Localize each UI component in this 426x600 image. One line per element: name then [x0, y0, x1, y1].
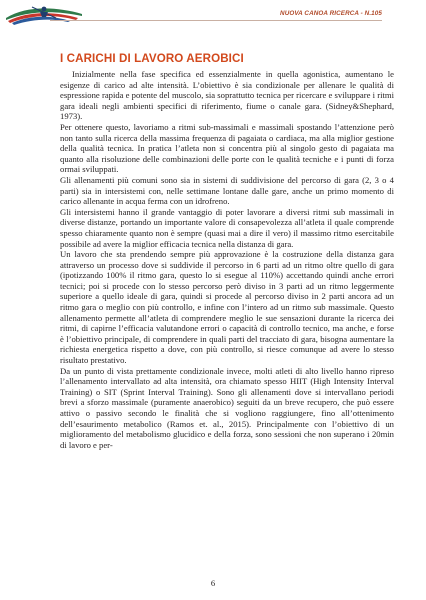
- article-body: [60, 69, 394, 450]
- section-title: I CARICHI DI LAVORO AEROBICI: [60, 52, 244, 65]
- paragraph: Gli allenamenti più comuni sono sia in sistemi di suddivisione del percorso di gara (2, 3 o 4 parti) sia in intersistemi con, nelle settimane lontane dalle gare, anche un primo momento di carico allenante in acqua ferma con un idrofreno.: [60, 174, 394, 207]
- header-rule: [50, 20, 382, 21]
- kayak-logo-icon: [4, 2, 86, 28]
- page-header: [0, 0, 426, 30]
- page-number: 6: [210, 578, 216, 588]
- journal-title: NUOVA CANOA RICERCA - N.105: [280, 10, 382, 17]
- paragraph: Da un punto di vista prettamente condizionale invece, molti atleti di alto livello hanno ripreso l’allenamento intervallato ad alta intensità, ora chiamato spesso HIIT (High Intensity Interval Training) o SIT (Sprint Interval Training). Sono gli allenamenti dove si intervallano periodi brevi a sforzo massimale (puramente anaerobico) seguiti da un breve recupero, che può essere attivo o passivo secondo le finalità che si vogliono raggiungere, fino all’ottenimento dell’esaurimento metabolico (Ramos et. al., 2015). Principalmente con l’obiettivo di un miglioramento del metabolismo glucidico e della forza, sono sessioni che non superano i 20min di lavoro e per-: [60, 365, 394, 450]
- paragraph: Per ottenere questo, lavoriamo a ritmi sub-massimali e massimali spostando l’attenzione però non tanto sulla ricerca della massima frequenza di pagaiata o cardiaca, ma alla miglior gestione della qualità tecnica. In pratica l’atleta non si concentra più al singolo gesto di pagaiata ma quanto alla risoluzione delle combinazioni delle porte con le qualità tecniche e i punti di forza ormai sviluppati.: [60, 121, 394, 175]
- paragraph: Inizialmente nella fase specifica ed essenzialmente in quella agonistica, aumentano le esigenze di carico ad alte intensità. L’obiettivo è sia condizionale per allenare le qualità di espressione rapida e potente del muscolo, sia soprattutto tecnica per ricercare e sviluppare i ritmi gara ideali negli ambienti specifici di riferimento, fiume o canale gara. (Sidney&Shephard, 1973).: [60, 69, 394, 122]
- paragraph: Un lavoro che sta prendendo sempre più approvazione è la costruzione della distanza gara attraverso un processo dove si suddivide il percorso in 6 parti ad un ritmo oltre quello di gara (ipotizzando 100% il ritmo gara, questo lo si esegue al 110%) accettando quindi anche errori tecnici; poi si procede con lo stesso percorso però diviso in 3 parti ad un ritmo leggermente superiore a quello ideale di gara, quindi si procede al percorso diviso in 2 parti ancora ad un ritmo gara o meglio con più controllo, e infine con l’intero ad un ritmo sub massimale. Questo allenamento permette all’atleta di comprendere meglio le sue sensazioni durante la ricerca dei ritmi, di capirne l’efficacia valutandone errori o capacità di controllo tecnico, ma anche, e forse è l’obiettivo principale, di comprendere in quali parti del tracciato di gara, bisogna aumentare la richiesta energetica rispetto a dove, con più controllo, si riesce comunque ad avere lo stesso risultato prestativo.: [60, 249, 394, 366]
- paragraph: Gli intersistemi hanno il grande vantaggio di poter lavorare a diversi ritmi sub massimali in diverse distanze, portando un importante valore di consapevolezza all’atleta il quale comprende spesso chiaramente quanto non è sempre (quasi mai a dire il vero) il massimo ritmo esercitabile possibile ad avere la miglior efficacia tecnica nella distanza di gara.: [60, 206, 394, 249]
